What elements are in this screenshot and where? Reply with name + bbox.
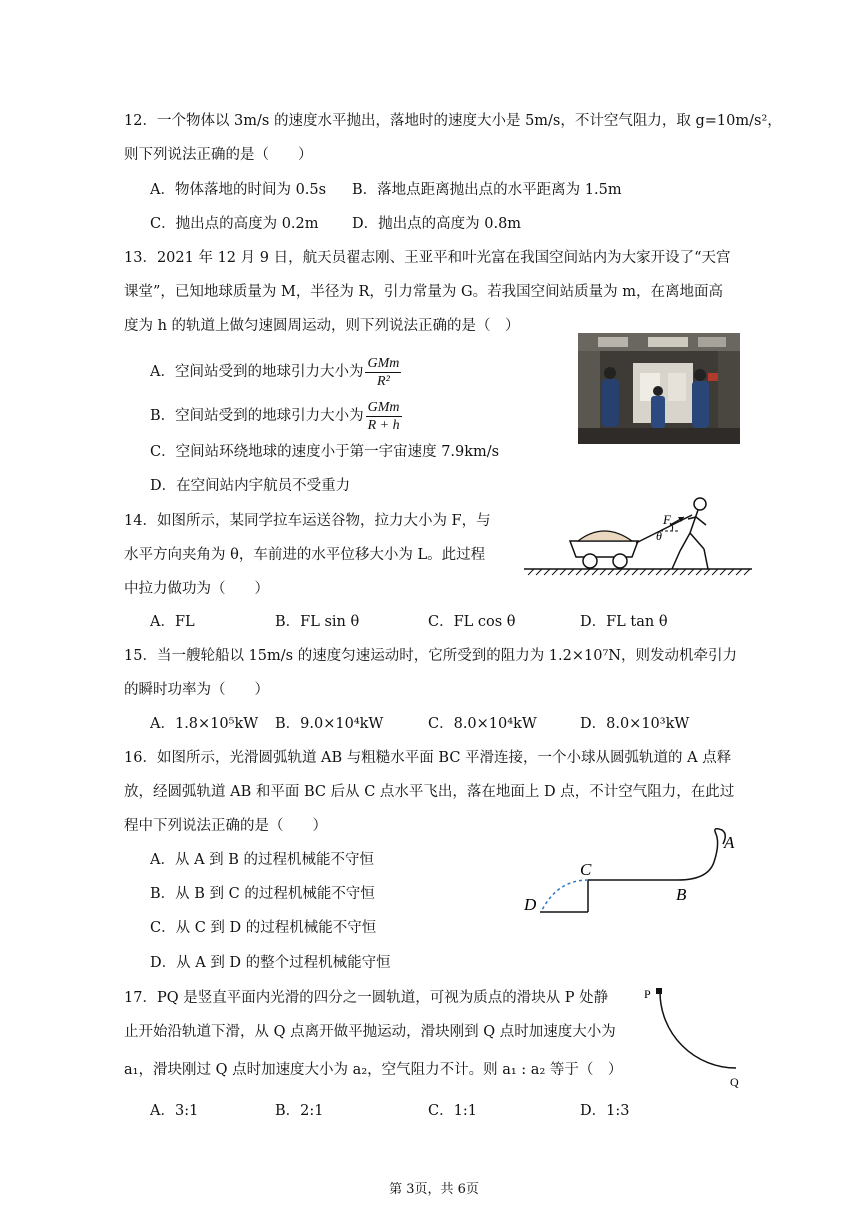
q13-stem-line1: 13．2021 年 12 月 9 日，航天员翟志刚、王亚平和叶光富在我国空间站内为大家开设了“天宫: [124, 250, 731, 266]
q14-stem-line3: 中拉力做功为（ ）: [124, 581, 269, 597]
q12-option-b: B．落地点距离抛出点的水平距离为 1.5m: [352, 182, 622, 198]
q15-stem-line2: 的瞬时功率为（ ）: [124, 682, 269, 698]
q13-option-a: [150, 352, 401, 392]
label-q: Q: [730, 1075, 739, 1089]
q13-option-c: C．空间站环绕地球的速度小于第一宇宙速度 7.9km/s: [150, 444, 500, 460]
q12-option-c: C．抛出点的高度为 0.2m: [150, 216, 319, 232]
q13-option-b-text: B．空间站受到的地球引力大小为: [150, 408, 364, 424]
q16-option-a: A．从 A 到 B 的过程机械能不守恒: [150, 852, 375, 868]
q17-option-a: A．3:1: [150, 1103, 199, 1119]
q13-option-a-fraction: [365, 355, 401, 390]
q13-option-b-numerator: GMm: [367, 399, 400, 415]
q12-option-a: A．物体落地的时间为 0.5s: [150, 182, 327, 198]
q15-option-c: C．8.0×10⁴kW: [428, 716, 537, 732]
q14-option-d: D．FL tan θ: [580, 614, 668, 630]
fig-force-label: F: [663, 512, 671, 527]
q16-stem-line2: 放，经圆弧轨道 AB 和平面 BC 后从 C 点水平飞出，落在地面上 D 点，不计空气阻力，在此过: [124, 784, 735, 800]
q16-option-d: D．从 A 到 D 的整个过程机械能守恒: [150, 955, 391, 971]
q13-stem-line3: 度为 h 的轨道上做匀速圆周运动，则下列说法正确的是（ ）: [124, 318, 520, 334]
q14-option-a: A．FL: [150, 614, 195, 630]
q14-stem-line2: 水平方向夹角为 θ，车前进的水平位移大小为 L。此过程: [124, 547, 486, 563]
q13-option-d: D．在空间站内宇航员不受重力: [150, 478, 351, 494]
page-footer: 第 3页，共 6页: [389, 1182, 479, 1197]
q17-option-c: C．1:1: [428, 1103, 477, 1119]
q12-stem-line2: 则下列说法正确的是（ ）: [124, 147, 313, 163]
q17-stem-line3: a₁，滑块刚过 Q 点时加速度大小为 a₂，空气阻力不计。则 a₁ : a₂ 等于（ ）: [124, 1062, 623, 1078]
fig-theta-label: θ: [656, 529, 662, 543]
track-diagram: [518, 828, 750, 918]
q16-option-c: C．从 C 到 D 的过程机械能不守恒: [150, 920, 377, 936]
q15-stem-line1: 15．当一艘轮船以 15m/s 的速度匀速运动时，它所受到的阻力为 1.2×10⁷N，则发动机牵引力: [124, 648, 737, 664]
quarter-circle-track: [640, 980, 750, 1092]
q17-option-b: B．2:1: [275, 1103, 324, 1119]
label-c: C: [580, 860, 592, 879]
q13-option-a-text: A．空间站受到的地球引力大小为: [150, 364, 364, 380]
q13-option-a-numerator: GMm: [367, 355, 400, 371]
q14-option-b: B．FL sin θ: [275, 614, 360, 630]
q16-stem-line1: 16．如图所示，光滑圆弧轨道 AB 与粗糙水平面 BC 平滑连接，一个小球从圆弧轨道的 A 点释: [124, 750, 732, 766]
q14-stem-line1: 14．如图所示，某同学拉车运送谷物，拉力大小为 F，与: [124, 513, 491, 529]
q13-option-b-denominator: R + h: [367, 417, 400, 433]
q15-option-a: A．1.8×10⁵kW: [150, 716, 259, 732]
q16-stem-line3: 程中下列说法正确的是（ ）: [124, 818, 327, 834]
label-p: P: [644, 987, 651, 1001]
space-station-photo: [578, 333, 740, 444]
q14-option-c: C．FL cos θ: [428, 614, 516, 630]
q12-stem-line1: 12．一个物体以 3m/s 的速度水平抛出，落地时的速度大小是 5m/s，不计空气阻力，取 g=10m/s²，: [124, 113, 782, 129]
q17-option-d: D．1:3: [580, 1103, 630, 1119]
q13-option-b-fraction: [366, 399, 402, 434]
q12-option-d: D．抛出点的高度为 0.8m: [352, 216, 522, 232]
q13-option-b: [150, 396, 402, 436]
q16-option-b: B．从 B 到 C 的过程机械能不守恒: [150, 886, 375, 902]
q17-stem-line1: 17．PQ 是竖直平面内光滑的四分之一圆轨道，可视为质点的滑块从 P 处静: [124, 990, 609, 1006]
q15-option-b: B．9.0×10⁴kW: [275, 716, 384, 732]
q13-option-a-denominator: R²: [377, 373, 390, 389]
label-a: A: [724, 833, 735, 852]
label-d: D: [524, 895, 537, 914]
q17-stem-line2: 止开始沿轨道下滑，从 Q 点离开做平抛运动，滑块刚到 Q 点时加速度大小为: [124, 1024, 616, 1040]
q15-option-d: D．8.0×10³kW: [580, 716, 690, 732]
q13-stem-line2: 课堂”，已知地球质量为 M，半径为 R，引力常量为 G。若我国空间站质量为 m，在离地面高: [124, 284, 723, 300]
label-b: B: [676, 885, 687, 904]
cart-pulling-figure: [520, 495, 755, 580]
